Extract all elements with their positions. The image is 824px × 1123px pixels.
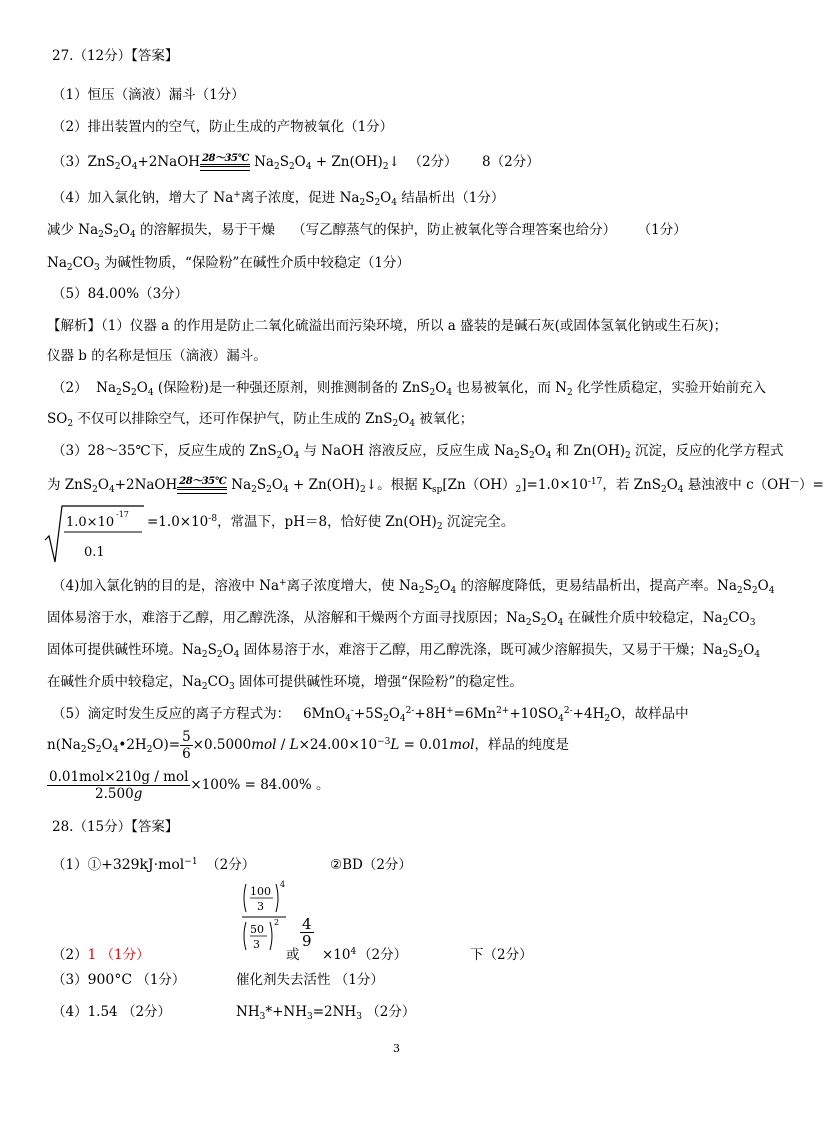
q27-answer-2: （2）排出装置内的空气，防止生成的产物被氧化（1分） <box>52 119 394 135</box>
q27-answer-3: $(3)ZnS_2O_4+2NaOH$ 28～35℃ $Na_2S_2O_4$ + $Zn(OH)_2↓$ （2分） <box>52 153 458 172</box>
q28-answer-2-fraction <box>240 880 290 965</box>
reaction-condition: 28～35℃ <box>200 153 254 171</box>
svg-text:-17: -17 <box>116 510 129 519</box>
q27-explanation-1b: 仪器 b 的名称是恒压（滴液）漏斗。 <box>47 348 267 364</box>
q27-header: 27.（12分）【答案】 <box>52 48 179 64</box>
q28-header: 28.（15分）【答案】 <box>52 819 179 835</box>
svg-text:2: 2 <box>274 918 280 927</box>
q27-explanation-1: 【解析】（1）仪器 a 的作用是防止二氧化硫溢出而污染环境，所以 a 盛装的是碱石灰(或固体氢氧化钠或生石灰)； <box>47 318 728 334</box>
q27-answer-5: （5）84.00%（3分） <box>52 286 189 302</box>
q28-answer-4: （4）1.54 （2分） <box>52 1004 172 1020</box>
q27-explanation-4b: 固体易溶于水，难溶于乙醇，用乙醇洗涤，从溶解和干燥两个方面寻找原因；$Na_2S_2O_4$ 在碱性介质中较稳定，$Na_2CO_3$ <box>47 610 756 628</box>
svg-text:50: 50 <box>250 923 264 936</box>
q27-explanation-2: （2） $Na_2S_2O_4$ (保险粉)是一种强还原剂，则推测制备的 $ZnS_2O_4$ 也易被氧化，而 $N_2$ 化学性质稳定，实验开始前充入 <box>52 380 767 398</box>
q28-answer-2-score: （2分） <box>358 947 408 963</box>
q28-answer-4b: $NH_3*+NH_3=2NH_3$ （2分） <box>236 1004 416 1022</box>
equilibrium-constant-fraction <box>240 880 290 960</box>
q27-explanation-5c: $\frac{\text{0.01mol×210g / mol}}{2.500g}$ ×100% = 84.00% 。 <box>49 769 330 802</box>
svg-text:0.1: 0.1 <box>84 545 105 560</box>
q28-answer-2-alt-exp: $\times 10^4$ <box>322 947 357 963</box>
q27-explanation-4d: 在碱性介质中较稳定，$Na_2CO_3$ 固体可提供碱性环境，增强“保险粉”的稳定性。 <box>47 674 523 692</box>
q28-answer-2-alt: $\frac{4}{9}$ <box>302 915 312 950</box>
q28-answer-3b: 催化剂失去活性 （1分） <box>236 972 384 988</box>
square-root-symbol <box>44 502 144 564</box>
q28-answer-2-or: 或 <box>286 947 300 963</box>
q27-answer-3-ph: 8（2分） <box>482 154 540 170</box>
q27-answer-1: （1）恒压（滴液）漏斗（1分） <box>52 87 245 103</box>
q28-answer-3: （3）900°C （1分） <box>52 972 186 988</box>
q27-explanation-4c: 固体可提供碱性环境。$Na_2S_2O_4$ 固体易溶于水，难溶于乙醇，用乙醇洗涤，既可减少溶解损失，又易于干燥；$Na_2S_2O_4$ <box>47 642 761 660</box>
q27-answer-4b: 减少 $Na_2S_2O_4$ 的溶解损失，易于干燥 （写乙醇蒸气的保护，防止被氧化等合理答案也给分） （1分） <box>47 222 687 240</box>
q27-explanation-2b: $SO_2$ 不仅可以排除空气，还可作保护气，防止生成的 $ZnS_2O_4$ 被氧化； <box>47 411 474 429</box>
q27-explanation-4: （4)加入氯化钠的目的是，溶液中 Na+离子浓度增大，使 $Na_2S_2O_4$ 的溶解度降低，更易结晶析出，提高产率。$Na_2S_2O_4$ <box>52 578 775 596</box>
q28-answer-2: （2）1 （1分） <box>52 947 150 963</box>
q28-answer-1b: ②BD（2分） <box>330 857 412 873</box>
svg-text:3: 3 <box>257 900 264 913</box>
q27-answer-4a: （4）加入氯化钠，增大了 Na+离子浓度，促进 $Na_2S_2O_4$ 结晶析出（1分） <box>52 190 505 208</box>
q27-explanation-5: （5）滴定时发生反应的离子方程式为： $6MnO_4^-+5S_2O_4^{2-}+8H^+=6Mn^{2+}+10SO_4^{2-}+4H_2O$，故样品中 <box>52 706 689 724</box>
q27-explanation-3b: 为 $ZnS_2O_4+2NaOH$ 28～35℃ $Na_2S_2O_4$ + $Zn(OH)_2↓$。根据 $K_{sp}[Zn(OH)_2]=1.0\times 10^{-17}$，若 $ZnS_2O_4$ 悬浊液中 c（OH—）= <box>47 476 824 495</box>
q28-answer-1: （1）①+329kJ·mol$^{-1}$ （2分） <box>52 857 256 873</box>
q27-explanation-5b: $n(Na_2S_2O_4•2H_2O)=$ $\frac{5}{6}$ $\times 0.5000mol / L\times 24.00\times 10^{-3}L = 0.01mol$，样品的纯度是 <box>47 729 569 762</box>
reaction-condition-2: 28～35℃ <box>177 476 231 494</box>
q27-answer-4c: $Na_2CO_3$ 为碱性物质，“保险粉”在碱性介质中较稳定（1分） <box>47 255 410 273</box>
svg-text:100: 100 <box>250 885 271 898</box>
svg-text:3: 3 <box>253 938 260 951</box>
svg-text:4: 4 <box>280 880 286 889</box>
q28-answer-2c: 下（2分） <box>470 947 533 963</box>
svg-text:1.0×10: 1.0×10 <box>66 515 115 530</box>
page-number: 3 <box>393 1042 400 1055</box>
q27-explanation-3c: $=1.0\times 10^{-8}$，常温下，pH＝8，恰好使 $Zn(OH)_2$ 沉淀完全。 <box>147 514 515 532</box>
q27-explanation-3: （3）28～35℃下，反应生成的 $ZnS_2O_4$ 与 NaOH 溶液反应，反应生成 $Na_2S_2O_4$ 和 $Zn(OH)_2$ 沉淀，反应的化学方程式 <box>52 443 784 461</box>
